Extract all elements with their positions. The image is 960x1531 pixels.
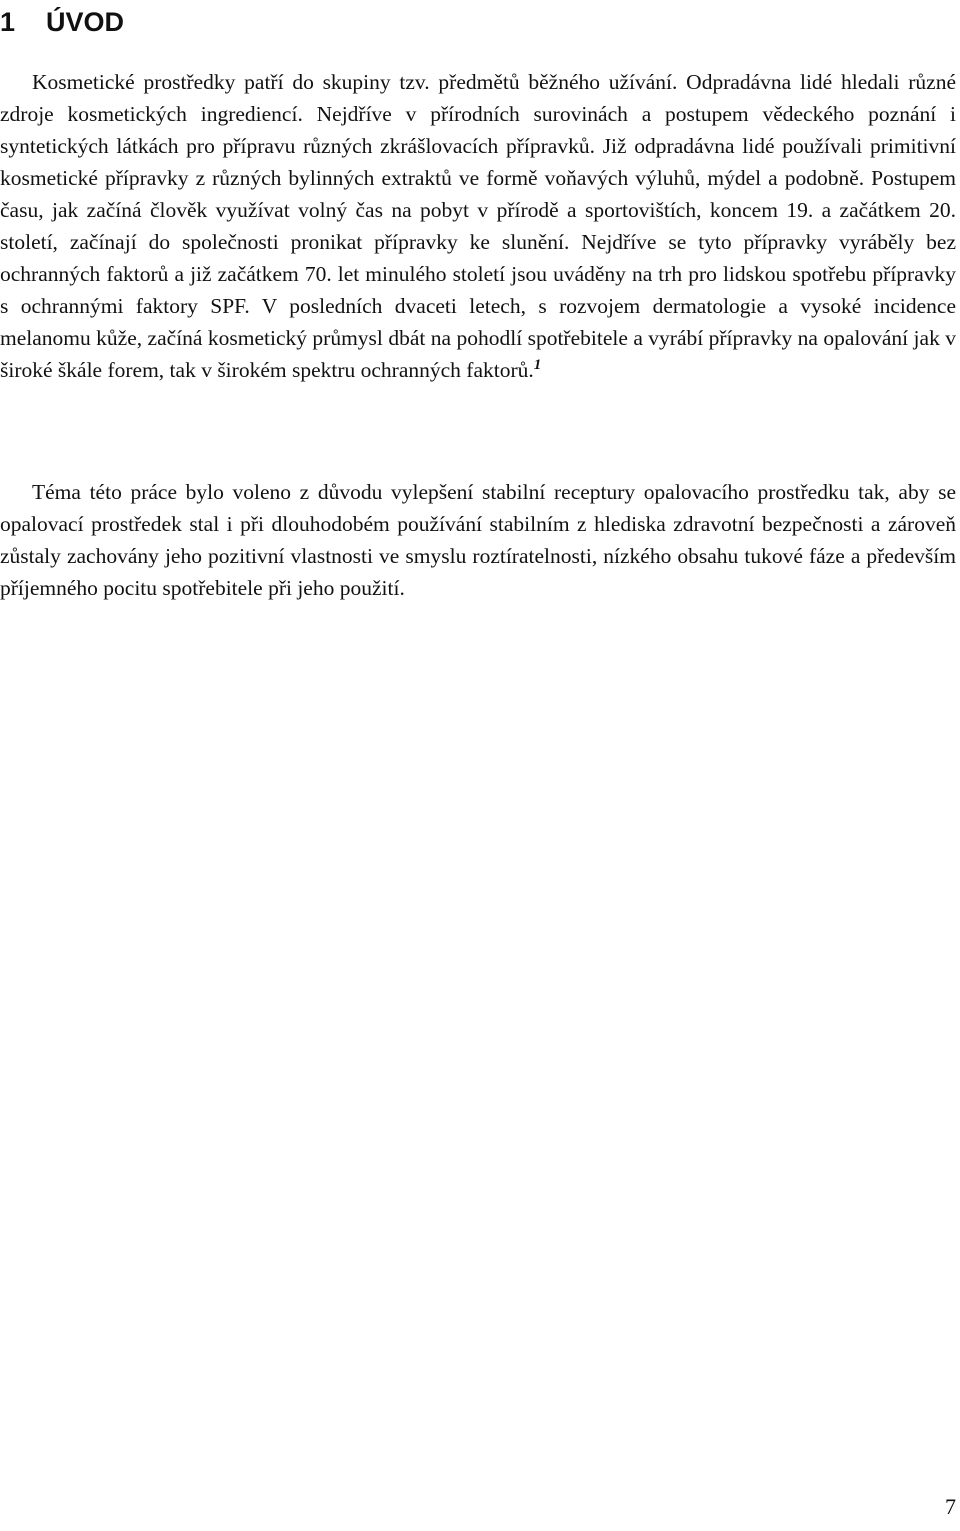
footnote-reference: 1 [533, 357, 542, 373]
chapter-heading [0, 4, 124, 40]
chapter-number: 1 [0, 7, 16, 37]
topic-paragraph-text: Téma této práce bylo voleno z důvodu vylepšení stabilní receptury opalovacího prostředku tak, aby se opalovací prostředek stal i při dlouhodobém používání stabilním z hlediska zdravotní bezpečnosti a zároveň zůstaly zachovány jeho pozitivní vlastnosti ve smyslu roztíratelnosti, nízkého obsahu tukové fáze a především příjemného pocitu spotřebitele při jeho použití. [0, 480, 956, 600]
page-number: 7 [945, 1494, 956, 1519]
chapter-title: ÚVOD [46, 7, 125, 37]
topic-paragraph [0, 476, 956, 604]
intro-paragraph-text: Kosmetické prostředky patří do skupiny tzv. předmětů běžného užívání. Odpradávna lidé hledali různé zdroje kosmetických ingrediencí. Nejdříve v přírodních surovinách a postupem vědeckého poznání i syntetických látkách pro přípravu různých zkrášlovacích přípravků. Již odpradávna lidé používali primitivní kosmetické přípravky z různých bylinných extraktů ve formě voňavých výluhů, mýdel a podobně. Postupem času, jak začíná člověk využívat volný čas na pobyt v přírodě a sportovištích, koncem 19. a začátkem 20. století, začínají do společnosti pronikat přípravky ke slunění. Nejdříve se tyto přípravky vyráběly bez ochranných faktorů a již začátkem 70. let minulého století jsou uváděny na trh pro lidskou spotřebu přípravky s ochrannými faktory SPF. V posledních dvaceti letech, s rozvojem dermatologie a vysoké incidence melanomu kůže, začíná kosmetický průmysl dbát na pohodlí spotřebitele a vyrábí přípravky na opalování jak v široké škále forem, tak v širokém spektru ochranných faktorů. [0, 70, 956, 382]
intro-paragraph [0, 66, 956, 386]
